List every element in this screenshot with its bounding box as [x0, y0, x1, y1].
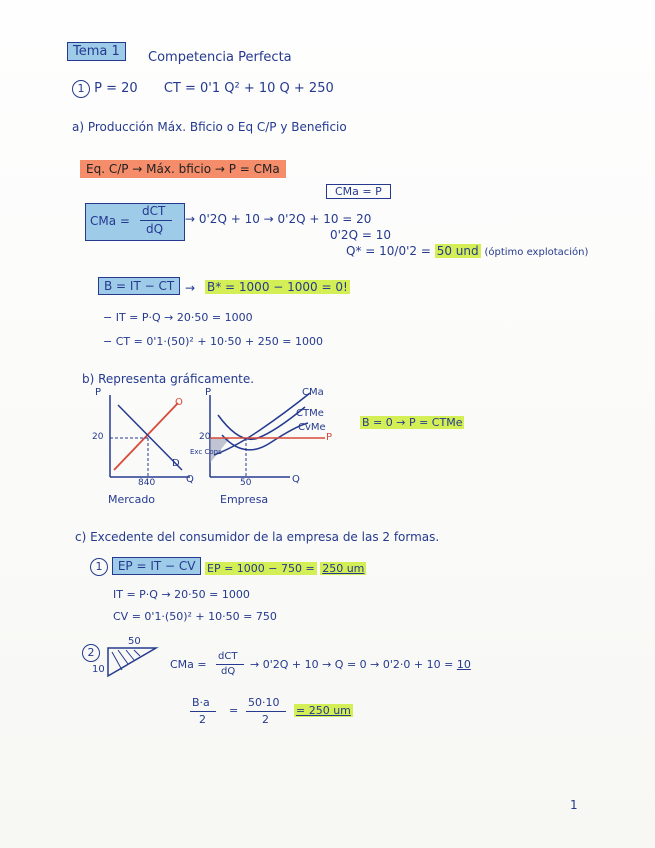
- profit-definition-box: B = IT − CT: [98, 277, 180, 295]
- hatch-line: [126, 650, 134, 660]
- page-number: 1: [570, 798, 578, 812]
- market-q-label: Q: [186, 474, 194, 485]
- cma-curve: [214, 393, 310, 455]
- triangle-outline: [108, 648, 156, 676]
- ctme-curve: [218, 407, 305, 439]
- triangle-height-label: 10: [92, 664, 105, 675]
- firm-price-label: P: [326, 432, 333, 443]
- cma-curve-label: CMa: [302, 387, 324, 398]
- equilibrium-condition: Eq. C/P → Máx. bficio → P = CMa: [80, 160, 286, 178]
- area-result-wrap: [294, 704, 353, 717]
- method-1-line: [90, 558, 201, 576]
- producer-surplus-calc: [205, 562, 366, 575]
- hatch-line: [134, 650, 140, 656]
- cma-zero-calc: [250, 658, 471, 671]
- demand-label: D: [172, 458, 180, 469]
- cma-equals-p-box: CMa = P: [326, 184, 391, 199]
- surplus-label: Exc Cons: [190, 448, 222, 456]
- break-even-text: B = 0 → P = CTMe: [362, 416, 463, 429]
- it-calc: − IT = P·Q → 20·50 = 1000: [103, 311, 253, 324]
- cma-denominator: dQ: [146, 222, 164, 236]
- price-value: P = 20: [94, 81, 138, 96]
- market-q-value: 840: [138, 478, 156, 488]
- ctme-curve-label: CTMe: [296, 408, 324, 419]
- part-b-label: b) Representa gráficamente.: [82, 372, 255, 386]
- firm-caption: Empresa: [220, 493, 269, 506]
- cma-numerator: dCT: [142, 204, 166, 218]
- profit-arrow: →: [185, 281, 196, 295]
- firm-q-value: 50: [240, 478, 252, 488]
- method-2-number-wrap: [82, 644, 100, 662]
- area-formula-denominator: 2: [199, 713, 206, 726]
- profit-result-text: B* = 1000 − 1000 = 0!: [207, 280, 348, 294]
- tema-badge: Tema 1: [67, 42, 126, 61]
- area-value-numerator: 50·10: [248, 696, 280, 709]
- area-value-fraction-bar: [246, 711, 286, 712]
- solve-line: 0'2Q = 10: [330, 228, 391, 242]
- area-fraction-bar: [190, 711, 216, 712]
- exercise-1-line: [72, 80, 334, 98]
- area-value-denominator: 2: [262, 713, 269, 726]
- producer-surplus-text: EP = 1000 − 750 =: [207, 562, 315, 575]
- market-p-label: P: [95, 387, 102, 398]
- supply-curve: [114, 403, 178, 470]
- cma-zero-fraction-bar: [216, 664, 244, 665]
- hatch-line: [118, 650, 128, 664]
- q-star-text: Q* = 10/0'2 =: [346, 244, 431, 258]
- fraction-bar: [140, 220, 172, 221]
- firm-p-label: P: [205, 387, 212, 398]
- revenue-calc: IT = P·Q → 20·50 = 1000: [113, 588, 250, 601]
- exercise-number: 1: [72, 80, 90, 98]
- area-formula-numerator: B·a: [192, 696, 210, 709]
- cost-function: CT = 0'1 Q² + 10 Q + 250: [163, 81, 334, 96]
- area-result: = 250 um: [296, 704, 351, 717]
- cma-zero-label: CMa =: [170, 658, 207, 671]
- hatch-line: [112, 652, 122, 670]
- firm-graph: [200, 385, 333, 495]
- producer-surplus-result: 250 um: [322, 562, 365, 575]
- cma-zero-calc-text: → 0'2Q + 10 → Q = 0 → 0'2·0 + 10 =: [250, 658, 454, 671]
- page-title: Competencia Perfecta: [148, 50, 292, 65]
- firm-price-value: 20: [199, 432, 211, 442]
- optimal-q-line: [346, 244, 588, 258]
- surplus-triangle: [104, 644, 164, 684]
- cma-zero-result: 10: [456, 658, 471, 671]
- break-even-note: [360, 416, 464, 429]
- method-2-number: 2: [82, 644, 100, 662]
- method-1-number: 1: [90, 558, 108, 576]
- ct-calc: − CT = 0'1·(50)² + 10·50 + 250 = 1000: [103, 335, 323, 348]
- q-star-result: 50 und: [436, 244, 479, 258]
- variable-cost-calc: CV = 0'1·(50)² + 10·50 = 750: [113, 610, 277, 623]
- q-star-note: (óptimo explotación): [484, 247, 589, 258]
- profit-result: [205, 280, 350, 294]
- area-equals: =: [229, 704, 239, 717]
- cvme-curve-label: CvMe: [298, 422, 326, 433]
- cma-label: CMa =: [90, 214, 130, 228]
- cma-zero-denominator: dQ: [221, 666, 236, 677]
- part-a-label: a) Producción Máx. Bficio o Eq C/P y Beneficio: [72, 120, 347, 134]
- market-caption: Mercado: [108, 493, 156, 506]
- producer-surplus-box: EP = IT − CV: [112, 557, 202, 575]
- derivative-line: → 0'2Q + 10 → 0'2Q + 10 = 20: [185, 212, 372, 226]
- supply-label: O: [175, 397, 183, 408]
- triangle-base-label: 50: [128, 636, 141, 647]
- cma-zero-numerator: dCT: [218, 651, 238, 662]
- part-c-label: c) Excedente del consumidor de la empresa de las 2 formas.: [75, 530, 440, 544]
- cma-definition-box: [85, 203, 185, 241]
- firm-q-label: Q: [292, 474, 300, 485]
- market-price-value: 20: [92, 432, 104, 442]
